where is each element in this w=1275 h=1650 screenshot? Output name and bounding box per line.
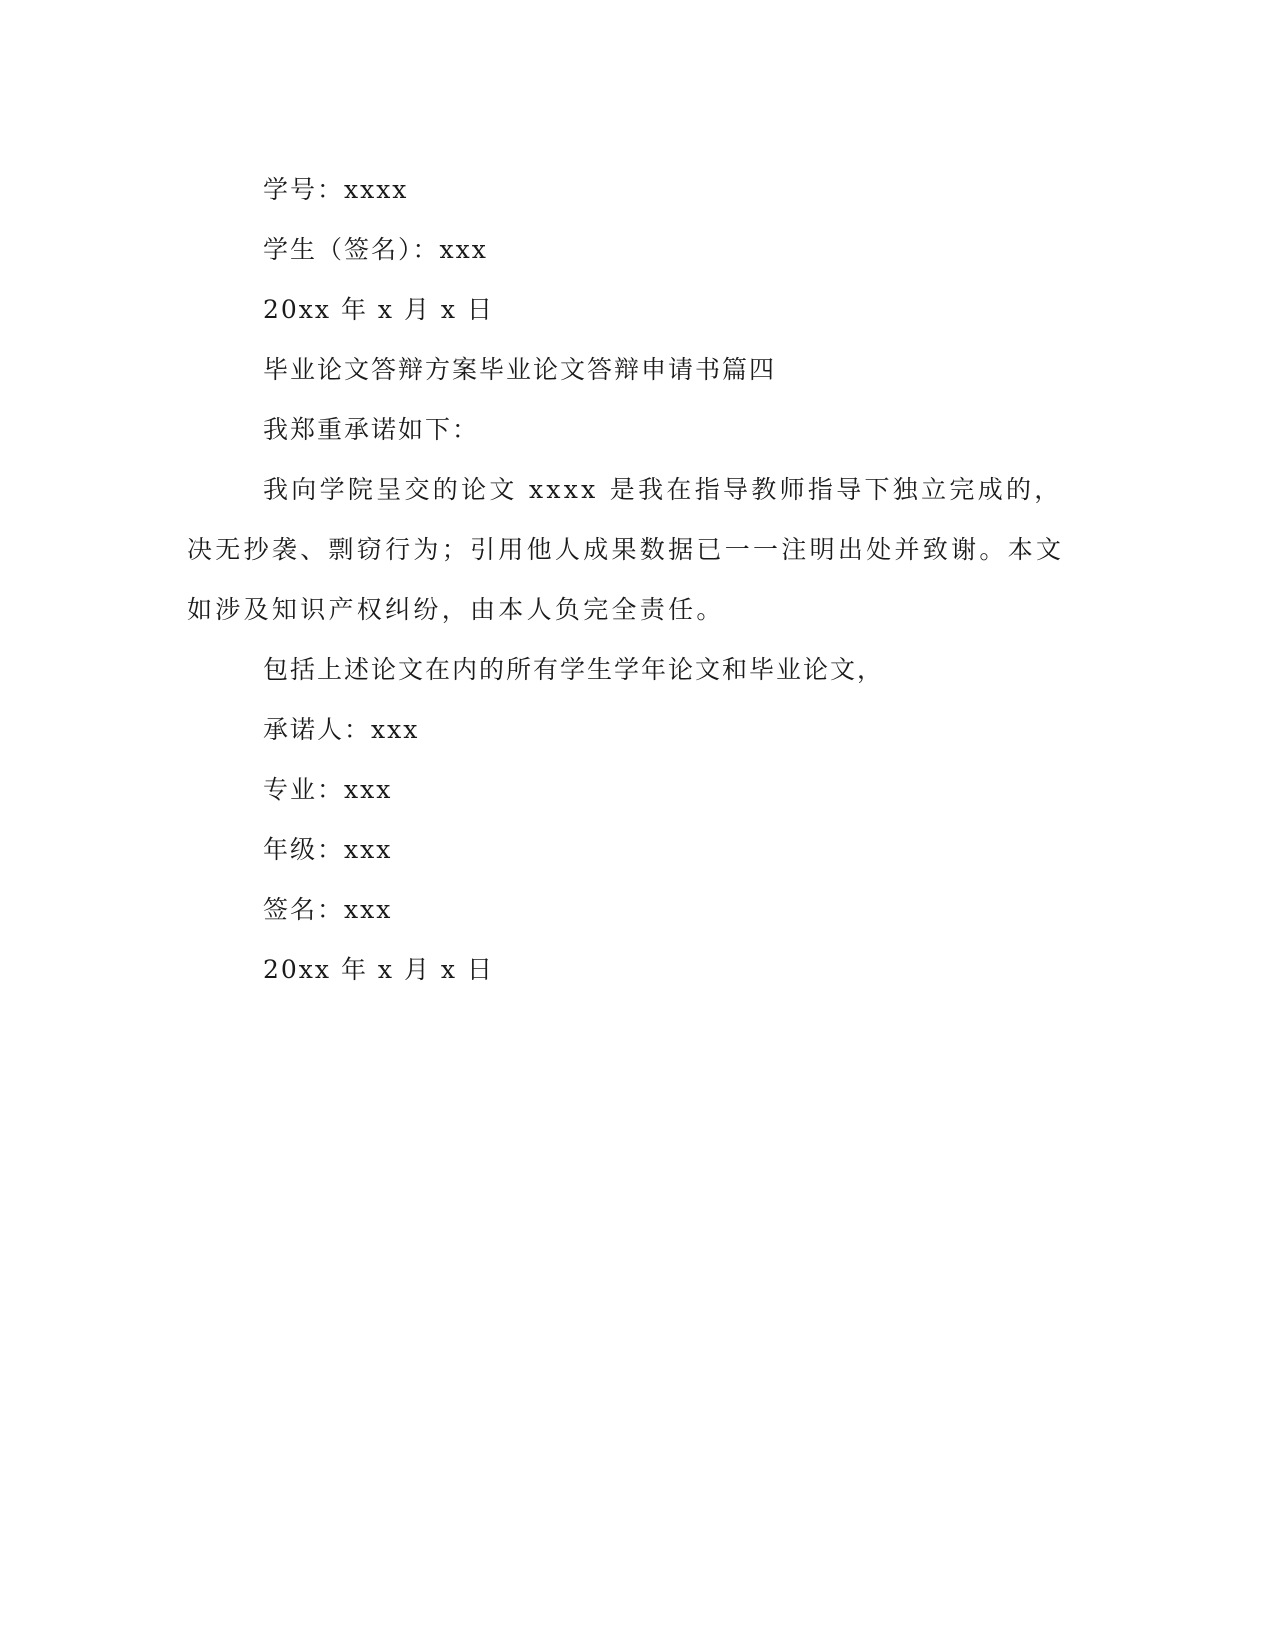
grade-line: 年级：xxx <box>263 835 393 864</box>
date-line: 20xx 年 x 月 x 日 <box>263 295 494 324</box>
signature-line: 签名：xxx <box>263 895 393 924</box>
pledger-line: 承诺人：xxx <box>263 715 420 744</box>
student-signature-line: 学生（签名）：xxx <box>263 235 488 264</box>
student-id-line: 学号：xxxx <box>263 175 409 204</box>
major-line: 专业：xxx <box>263 775 393 804</box>
document-body <box>187 160 1067 1000</box>
pledge-body-paragraph: 我向学院呈交的论文 xxxx 是我在指导教师指导下独立完成的，决无抄袭、剽窃行为；引用他人成果数据已一一注明出处并致谢。本文如涉及知识产权纠纷，由本人负完全责任。 <box>187 475 1065 624</box>
date-line-2: 20xx 年 x 月 x 日 <box>263 955 494 984</box>
pledge-intro: 我郑重承诺如下： <box>263 415 480 444</box>
section-title: 毕业论文答辩方案毕业论文答辩申请书篇四 <box>263 355 777 384</box>
pledge-scope-line: 包括上述论文在内的所有学生学年论文和毕业论文， <box>263 655 885 684</box>
